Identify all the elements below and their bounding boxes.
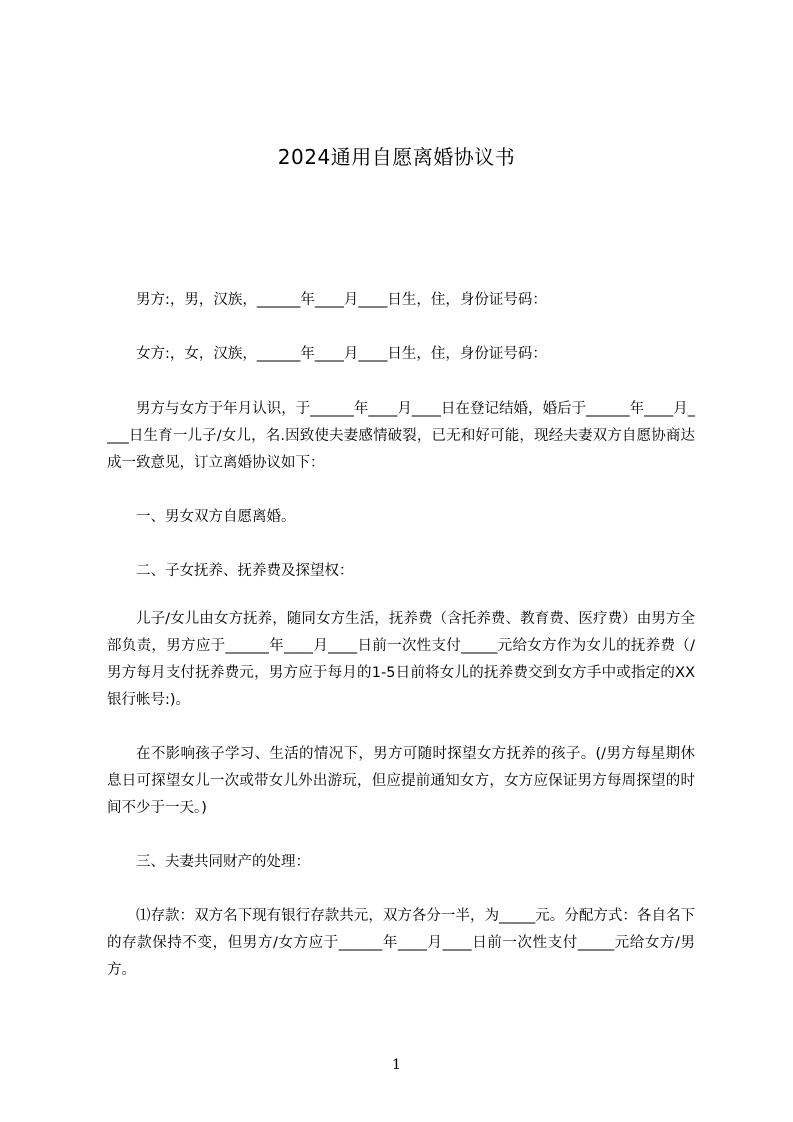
paragraph-marriage-background (107, 396, 695, 477)
paragraph-deposits (107, 903, 695, 984)
paragraph-text: 男方与女方于年月认识，于______年____月____日在登记结婚，婚后于______年____月____日生育一儿子/女儿，名.因致使夫妻感情破裂，已无和好可能，现经夫妻双方自愿协商达成一致意见，订立离婚协议如下： (107, 401, 695, 471)
paragraph-text: 女方:，女，汉族，______年____月____日生，住，身份证号码： (136, 346, 547, 362)
paragraph-text: 二、子女抚养、抚养费及探望权： (136, 563, 354, 579)
section-heading-child-custody (107, 558, 695, 585)
paragraph-female-party (107, 341, 695, 368)
document-title: 2024通用自愿离婚协议书 (277, 145, 516, 169)
paragraph-male-party (107, 287, 695, 314)
paragraph-text: 在不影响孩子学习、生活的情况下，男方可随时探望女方抚养的孩子。(/男方每星期休息日可探望女儿一次或带女儿外出游玩，但应提前通知女方，女方应保证男方每周探望的时间不少于一天。) (107, 746, 695, 816)
paragraph-text: 三、夫妻共同财产的处理： (136, 854, 310, 870)
page-number: 1 (392, 1057, 401, 1073)
section-heading-property (107, 849, 695, 876)
paragraph-child-support (107, 606, 695, 714)
section-heading-divorce (107, 504, 695, 531)
paragraph-text: ⑴存款：双方名下现有银行存款共元，双方各分一半，为_____元。分配方式：各自名下的存款保持不变，但男方/女方应于______年____月____日前一次性支付_____元给女方/男方。 (107, 908, 695, 978)
paragraph-text: 儿子/女儿由女方抚养，随同女方生活，抚养费（含托养费、教育费、医疗费）由男方全部负责，男方应于______年____月____日前一次性支付_____元给女方作为女儿的抚养费（/男方每月支付抚养费元，男方应于每月的1-5日前将女儿的抚养费交到女方手中或指定的XX银行帐号:)。 (107, 611, 695, 708)
paragraph-text: 男方:，男，汉族，______年____月____日生，住，身份证号码： (136, 292, 547, 308)
paragraph-visitation (107, 741, 695, 822)
paragraph-text: 一、男女双方自愿离婚。 (136, 509, 296, 525)
